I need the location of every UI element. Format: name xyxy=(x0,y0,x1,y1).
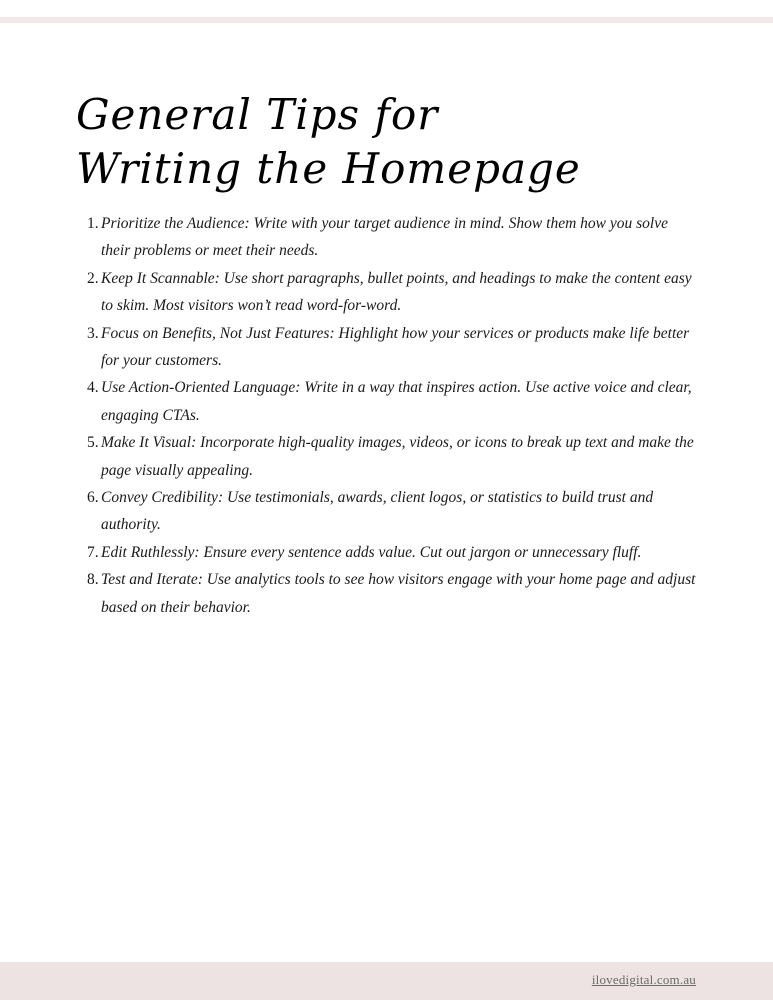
list-item xyxy=(87,566,697,621)
page-title: General Tips for Writing the Homepage xyxy=(76,90,581,193)
list-item xyxy=(87,210,697,265)
list-item-number: 3. xyxy=(87,324,99,342)
list-item-number: 1. xyxy=(87,215,99,232)
footer-website-link[interactable]: ilovedigital.com.au xyxy=(591,972,696,987)
list-item-number: 4. xyxy=(87,379,99,397)
list-item-text: Focus on Benefits, Not Just Features: Highlight how your services or products make life better for your customers. xyxy=(101,324,690,370)
list-item xyxy=(87,429,697,484)
list-item-text: Edit Ruthlessly: Ensure every sentence adds value. Cut out jargon or unnecessary fluff. xyxy=(101,543,642,561)
list-item xyxy=(87,374,697,429)
list-item xyxy=(87,320,697,375)
list-item-number: 5. xyxy=(87,434,99,452)
list-item xyxy=(87,539,697,566)
list-item-text: Prioritize the Audience: Write with your target audience in mind. Show them how you solve their problems or meet their needs. xyxy=(101,215,668,260)
top-decorative-band xyxy=(0,17,773,23)
list-item-number: 6. xyxy=(87,489,99,507)
list-item-text: Make It Visual: Incorporate high-quality images, videos, or icons to break up text and make the page visually appealing. xyxy=(101,434,694,479)
list-item xyxy=(87,265,697,320)
list-item-text: Test and Iterate: Use analytics tools to see how visitors engage with your home page and adjust based on their behavior. xyxy=(101,571,696,616)
list-item-number: 2. xyxy=(87,269,99,287)
list-item-text: Use Action-Oriented Language: Write in a way that inspires action. Use active voice and clear, engaging CTAs. xyxy=(101,379,692,424)
tips-list xyxy=(87,210,697,621)
list-item-text: Convey Credibility: Use testimonials, awards, client logos, or statistics to build trust and authority. xyxy=(101,489,654,534)
list-item-text: Keep It Scannable: Use short paragraphs, bullet points, and headings to make the content easy to skim. Most visitors won’t read word-for-word. xyxy=(101,269,692,315)
list-item xyxy=(87,484,697,539)
list-item-number: 8. xyxy=(87,571,99,589)
list-item-number: 7. xyxy=(87,543,99,561)
